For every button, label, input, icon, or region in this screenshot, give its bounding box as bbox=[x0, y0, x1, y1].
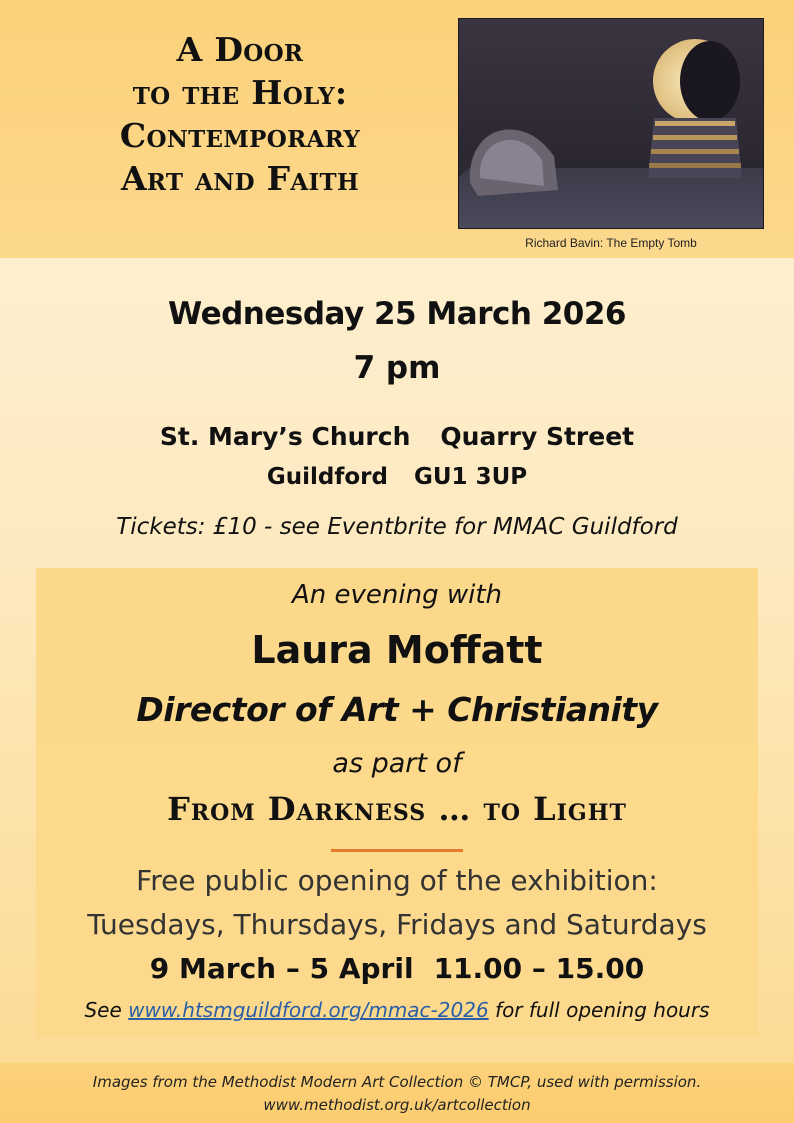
title-line-3: Contemporary bbox=[119, 116, 361, 155]
tickets-info: Tickets: £10 - see Eventbrite for MMAC Guildford bbox=[116, 514, 678, 540]
event-title bbox=[60, 28, 420, 200]
image-caption: Richard Bavin: The Empty Tomb bbox=[525, 236, 697, 250]
see-website-line bbox=[36, 998, 758, 1022]
empty-tomb-painting bbox=[458, 18, 764, 229]
venue-street: Quarry Street bbox=[440, 422, 635, 451]
divider-rule bbox=[331, 849, 463, 852]
website-link[interactable]: www.htsmguildford.org/mmac-2026 bbox=[128, 998, 489, 1022]
see-prefix: See bbox=[84, 998, 122, 1022]
venue-town: Guildford bbox=[266, 464, 388, 490]
title-line-1: A Door bbox=[176, 30, 304, 69]
speaker-name: Laura Moffatt bbox=[251, 628, 543, 672]
opening-hours: 11.00 – 15.00 bbox=[433, 952, 645, 985]
venue-line bbox=[0, 422, 794, 451]
venue-postcode: GU1 3UP bbox=[414, 464, 528, 490]
footer-credit: Images from the Methodist Modern Art Collection © TMCP, used with permission. bbox=[92, 1073, 702, 1091]
event-time: 7 pm bbox=[353, 350, 441, 386]
part-of-text: as part of bbox=[332, 748, 462, 779]
date-range: 9 March – 5 April bbox=[149, 952, 414, 985]
header-band bbox=[0, 0, 794, 258]
venue-name: St. Mary’s Church bbox=[159, 422, 411, 451]
address-line bbox=[0, 464, 794, 490]
title-line-4: Art and Faith bbox=[121, 159, 359, 198]
exhibition-title: From Darkness … to Light bbox=[167, 790, 627, 828]
event-date: Wednesday 25 March 2026 bbox=[167, 296, 626, 332]
free-opening-text: Free public opening of the exhibition: bbox=[136, 864, 658, 897]
footer-band bbox=[0, 1063, 794, 1123]
title-line-2: to the Holy: bbox=[132, 73, 348, 112]
feature-box bbox=[36, 568, 758, 1037]
see-suffix: for full opening hours bbox=[495, 998, 710, 1022]
opening-days: Tuesdays, Thursdays, Fridays and Saturdays bbox=[87, 908, 707, 941]
intro-text: An evening with bbox=[291, 580, 503, 610]
footer-url: www.methodist.org.uk/artcollection bbox=[263, 1096, 531, 1114]
opening-dates bbox=[36, 952, 758, 985]
speaker-role: Director of Art + Christianity bbox=[136, 690, 658, 729]
